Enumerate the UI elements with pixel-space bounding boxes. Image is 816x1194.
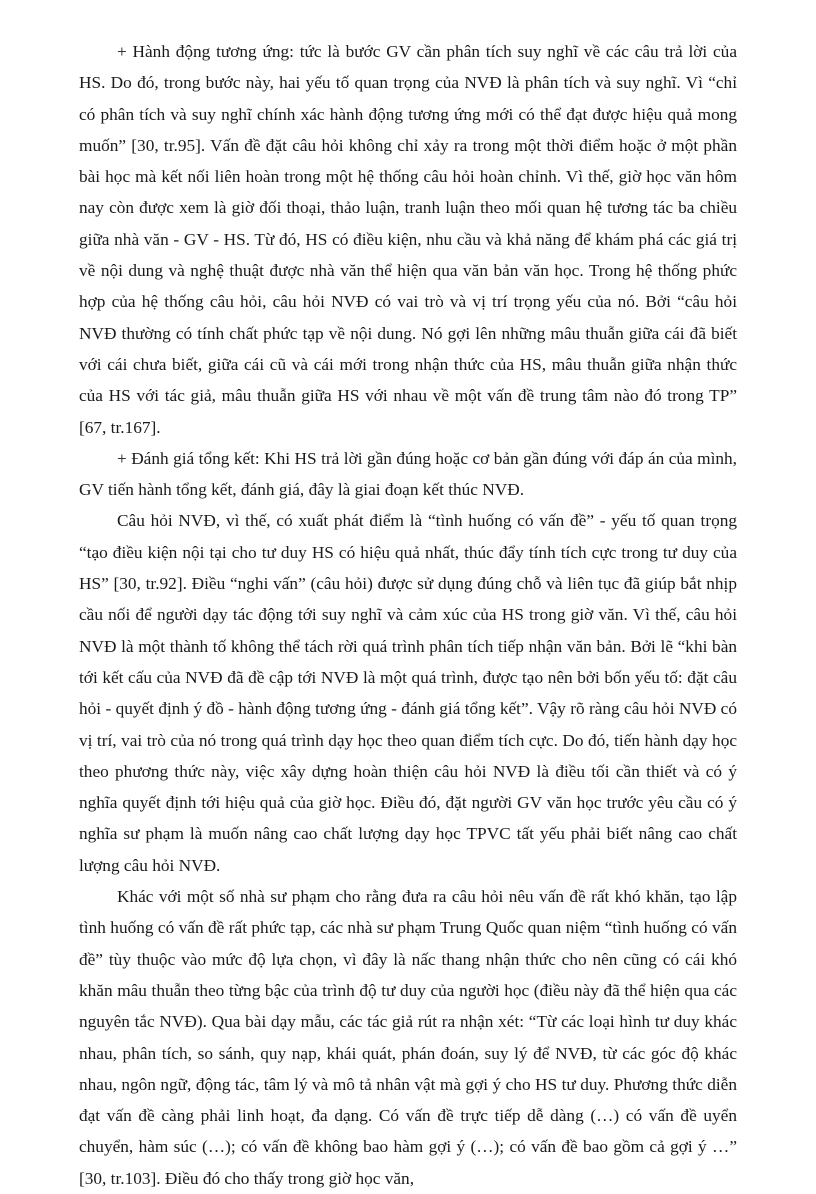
document-page (79, 36, 737, 1194)
paragraph-summary-evaluation: + Đánh giá tổng kết: Khi HS trả lời gần đúng hoặc cơ bản gần đúng với đáp án của mình, GV tiến hành tổng kết, đánh giá, đây là giai đoạn kết thúc NVĐ. (79, 448, 737, 500)
paragraph-corresponding-action: + Hành động tương ứng: tức là bước GV cần phân tích suy nghĩ về các câu trả lời của HS. Do đó, trong bước này, hai yếu tố quan trọng của NVĐ là phân tích và suy nghĩ. Vì “chỉ có phân tích và suy nghĩ chính xác hành động tương ứng mới có thể đạt được hiệu quả mong muốn” [30, tr.95]. Vấn đề đặt câu hỏi không chỉ xảy ra trong một thời điểm hoặc ở một phần bài học mà kết nối liên hoàn trong một hệ thống câu hỏi hoàn chỉnh. Vì thế, giờ học văn hôm nay còn được xem là giờ đối thoại, thảo luận, tranh luận theo mối quan hệ tương tác ba chiều giữa nhà văn - GV - HS. Từ đó, HS có điều kiện, nhu cầu và khả năng để khám phá các giá trị về nội dung và nghệ thuật được nhà văn thể hiện qua văn bản văn học. Trong hệ thống phức hợp của hệ thống câu hỏi, câu hỏi NVĐ có vai trò và vị trí trọng yếu của nó. Bởi “câu hỏi NVĐ thường có tính chất phức tạp về nội dung. Nó gợi lên những mâu thuẫn giữa cái đã biết với cái chưa biết, giữa cái cũ và cái mới trong nhận thức của HS, mâu thuẫn giữa nhận thức của HS với tác giả, mâu thuẫn giữa HS với nhau về một vấn đề trung tâm nào đó trong TP” [67, tr.167]. (79, 42, 737, 437)
paragraph-problem-question-role: Câu hỏi NVĐ, vì thế, có xuất phát điểm là “tình huống có vấn đề” - yếu tố quan trọng “tạo điều kiện nội tại cho tư duy HS có hiệu quả nhất, thúc đẩy tính tích cực trong tư duy của HS” [30, tr.92]. Điều “nghi vấn” (câu hỏi) được sử dụng đúng chỗ và liên tục đã giúp bắt nhịp cầu nối để người dạy tác động tới suy nghĩ và cảm xúc của HS trong giờ văn. Vì thế, câu hỏi NVĐ là một thành tố không thể tách rời quá trình phân tích tiếp nhận văn bản. Bởi lẽ “khi bàn tới kết cấu của NVĐ đã đề cập tới NVĐ là một quá trình, được tạo nên bởi bốn yếu tố: đặt câu hỏi - quyết định ý đồ - hành động tương ứng - đánh giá tổng kết”. Vậy rõ ràng câu hỏi NVĐ có vị trí, vai trò của nó trong quá trình dạy học theo quan điểm tích cực. Do đó, tiến hành dạy học theo phương thức này, việc xây dựng hoàn thiện câu hỏi NVĐ là điều tối cần thiết và có ý nghĩa quyết định tới hiệu quả của giờ học. Điều đó, đặt người GV văn học trước yêu cầu có ý nghĩa sư phạm là muốn nâng cao chất lượng dạy học TPVC tất yếu phải biết nâng cao chất lượng câu hỏi NVĐ. (79, 511, 737, 875)
paragraph-chinese-educators-view: Khác với một số nhà sư phạm cho rằng đưa ra câu hỏi nêu vấn đề rất khó khăn, tạo lập tình huống có vấn đề rất phức tạp, các nhà sư phạm Trung Quốc quan niệm “tình huống có vấn đề” tùy thuộc vào mức độ lựa chọn, vì đây là nấc thang nhận thức cho nên cũng có cái khó khăn mâu thuẫn theo từng bậc của trình độ tư duy của người học (điều này đã thể hiện qua các nguyên tắc NVĐ). Qua bài dạy mẫu, các tác giả rút ra nhận xét: “Từ các loại hình tư duy khác nhau, phân tích, so sánh, quy nạp, khái quát, phán đoán, suy lý để NVĐ, từ các góc độ khác nhau, ngôn ngữ, động tác, tâm lý và mô tả nhân vật mà gợi ý cho HS tư duy. Phương thức diễn đạt vấn đề càng phải linh hoạt, đa dạng. Có vấn đề trực tiếp dễ dàng (…) có vấn đề uyển chuyển, hàm súc (…); có vấn đề không bao hàm gợi ý (…); có vấn đề bao gồm cả gợi ý …” [30, tr.103]. Điều đó cho thấy trong giờ học văn, (79, 887, 737, 1188)
